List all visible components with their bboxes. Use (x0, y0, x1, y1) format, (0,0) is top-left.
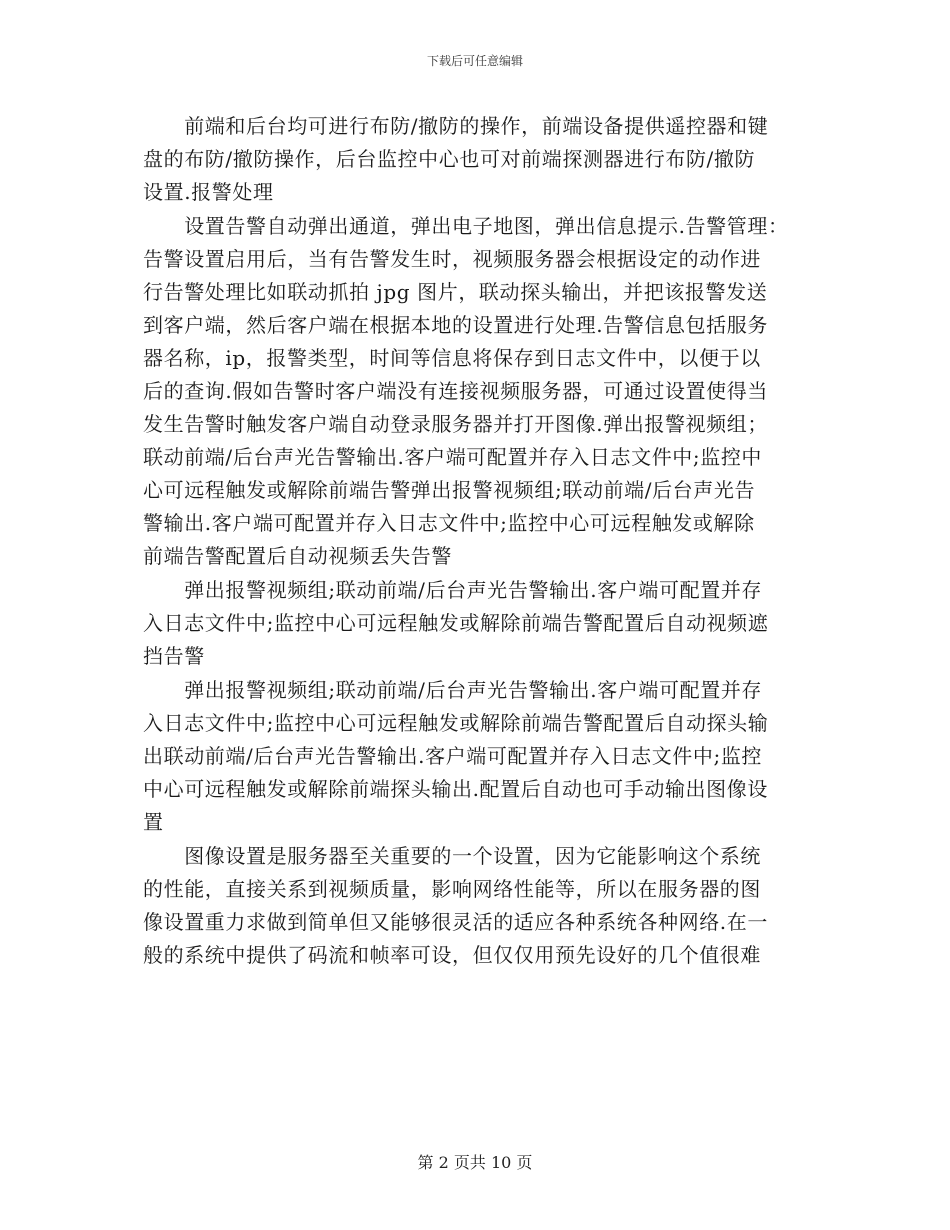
text-line: 入日志文件中;监控中心可远程触发或解除前端告警配置后自动视频遮 (143, 611, 769, 635)
text-line: 入日志文件中;监控中心可远程触发或解除前端告警配置后自动探头输 (143, 711, 769, 735)
text-line: 弹出报警视频组;联动前端/后台声光告警输出.客户端可配置并存 (143, 678, 763, 702)
text-line: 像设置重力求做到简单但又能够很灵活的适应各种系统各种网络.在一 (143, 910, 768, 934)
text-line: 挡告警 (143, 644, 205, 668)
text-line: 行告警处理比如联动抓拍 jpg 图片，联动探头输出，并把该报警发送 (143, 280, 768, 304)
text-line: 到客户端，然后客户端在根据本地的设置进行处理.告警信息包括服务 (143, 313, 768, 337)
text-line: 出联动前端/后台声光告警输出.客户端可配置并存入日志文件中;监控 (143, 744, 763, 768)
text-line: 发生告警时触发客户端自动登录服务器并打开图像.弹出报警视频组； (143, 412, 768, 436)
paragraph-alarm-management (143, 210, 807, 573)
paragraph-arming (143, 110, 807, 209)
text-line: 告警设置启用后，当有告警发生时，视频服务器会根据设定的动作进 (143, 247, 761, 271)
text-line: 的性能，直接关系到视频质量，影响网络性能等，所以在服务器的图 (143, 877, 761, 901)
text-line: 中心可远程触发或解除前端探头输出.配置后自动也可手动输出图像设 (143, 777, 768, 801)
paragraph-probe-output (143, 674, 807, 839)
text-line: 前端和后台均可进行布防/撤防的操作，前端设备提供遥控器和键 (143, 114, 769, 138)
text-line: 置 (143, 810, 164, 834)
page-header: 下载后可任意编辑 (426, 54, 523, 68)
paragraph-video-occlusion (143, 574, 807, 673)
text-line: 后的查询.假如告警时客户端没有连接视频服务器，可通过设置使得当 (143, 379, 768, 403)
text-line: 联动前端/后台声光告警输出.客户端可配置并存入日志文件中;监控中 (143, 445, 763, 469)
text-line: 弹出报警视频组;联动前端/后台声光告警输出.客户端可配置并存 (143, 578, 763, 602)
text-line: 图像设置是服务器至关重要的一个设置，因为它能影响这个系统 (143, 844, 761, 868)
text-line: 警输出.客户端可配置并存入日志文件中;监控中心可远程触发或解除 (143, 511, 755, 535)
text-line: 前端告警配置后自动视频丢失告警 (143, 544, 452, 568)
paragraph-image-settings (143, 840, 807, 972)
text-line: 器名称，ip，报警类型，时间等信息将保存到日志文件中，以便于以 (143, 346, 761, 370)
text-line: 设置.报警处理 (143, 180, 274, 204)
document-body (143, 110, 807, 972)
text-line: 心可远程触发或解除前端告警弹出报警视频组;联动前端/后台声光告 (143, 478, 756, 502)
text-line: 设置告警自动弹出通道，弹出电子地图，弹出信息提示.告警管理： (143, 214, 789, 238)
text-line: 盘的布防/撤防操作，后台监控中心也可对前端探测器进行布防/撤防 (143, 147, 756, 171)
text-line: 般的系统中提供了码流和帧率可设，但仅仅用预先设好的几个值很难 (143, 943, 761, 967)
page-number: 第 2 页共 10 页 (417, 1153, 533, 1172)
